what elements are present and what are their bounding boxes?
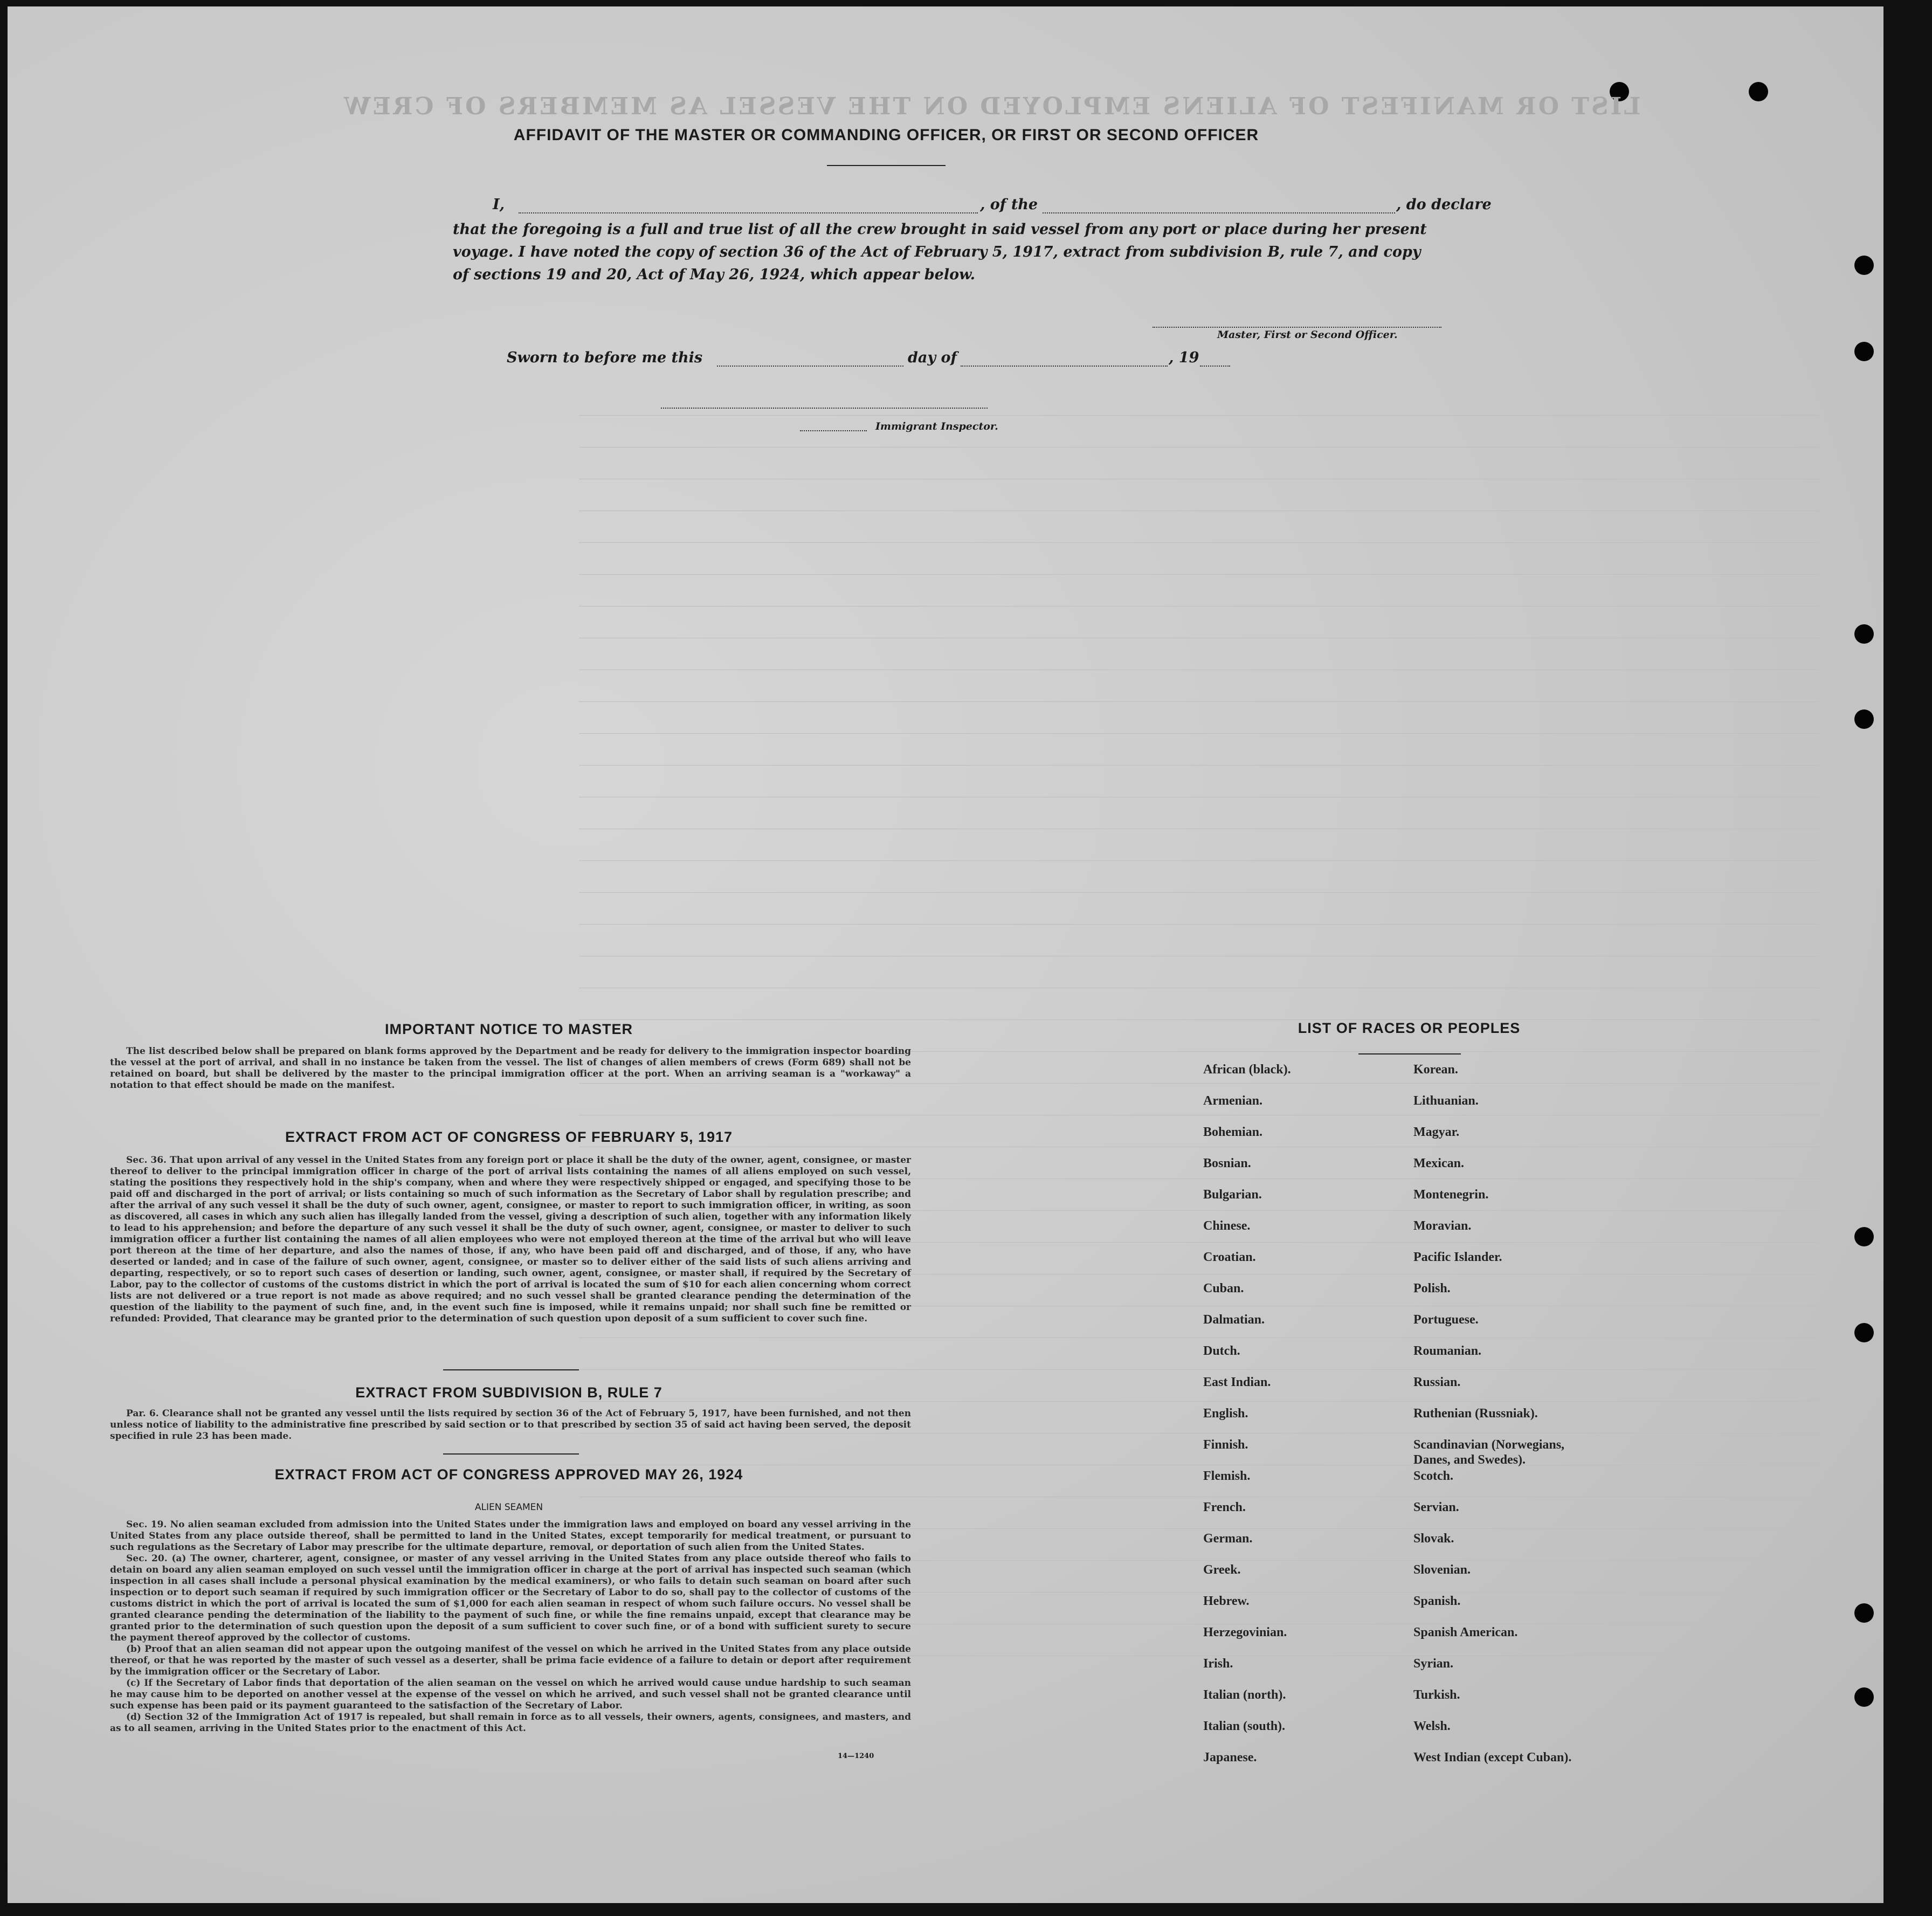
race-item: English. — [1203, 1407, 1248, 1421]
race-item: Hebrew. — [1203, 1594, 1250, 1608]
punch-hole — [1854, 256, 1874, 275]
race-item: Japanese. — [1203, 1750, 1257, 1765]
race-item: Flemish. — [1203, 1469, 1251, 1483]
affidavit-of-the: , of the — [980, 196, 1038, 213]
race-item: Servian. — [1413, 1500, 1459, 1514]
notice-title: IMPORTANT NOTICE TO MASTER — [385, 1021, 633, 1037]
race-item: Bosnian. — [1203, 1156, 1251, 1170]
race-item: Spanish American. — [1413, 1625, 1518, 1639]
extract-1924-title: EXTRACT FROM ACT OF CONGRESS APPROVED MAY 26, 1924 — [274, 1466, 743, 1483]
races-left-column — [1203, 1062, 1291, 1781]
race-item: Bohemian. — [1203, 1125, 1263, 1139]
race-item: Russian. — [1413, 1375, 1461, 1389]
race-item: Slovenian. — [1413, 1563, 1471, 1577]
sec-19-text: Sec. 19. No alien seaman excluded from admission into the United States under the immigration laws and employed on board any vessel arriving in the United States from any place outside thereof, shall be permitted to land in the United States, except temporarily for medical treatment, or pursuant to such regulations as the Secretary of Labor may prescribe for the ultimate departure, removal, or deportation of such alien from the United States. — [110, 1519, 911, 1553]
races-rule — [1358, 1053, 1461, 1055]
race-item: Finnish. — [1203, 1438, 1248, 1452]
race-item: Polish. — [1413, 1281, 1451, 1295]
race-item: Syrian. — [1413, 1657, 1454, 1671]
races-right-column — [1413, 1062, 1571, 1781]
section-rule — [443, 1453, 579, 1455]
race-item: East Indian. — [1203, 1375, 1271, 1389]
race-item: Mexican. — [1413, 1156, 1464, 1170]
race-item: Italian (north). — [1203, 1688, 1286, 1702]
inspector-label: Immigrant Inspector. — [875, 421, 998, 432]
affidavit-do-declare: , do declare — [1396, 196, 1492, 213]
race-item: Korean. — [1413, 1063, 1458, 1077]
vessel-blank-line[interactable] — [1043, 212, 1395, 213]
race-item: Bulgarian. — [1203, 1188, 1262, 1202]
affidavit-title: AFFIDAVIT OF THE MASTER OR COMMANDING OFFICER, OR FIRST OR SECOND OFFICER — [513, 126, 1259, 144]
race-item: West Indian (except Cuban). — [1413, 1750, 1572, 1765]
punch-hole — [1854, 1323, 1874, 1342]
section-rule — [443, 1369, 579, 1370]
punch-hole — [1854, 1603, 1874, 1623]
sworn-year-line[interactable] — [1200, 366, 1230, 367]
race-item: Scandinavian (Norwegians, Danes, and Swedes). — [1413, 1438, 1565, 1467]
sec-20b-text: (b) Proof that an alien seaman did not appear upon the outgoing manifest of the vessel on which he arrived in the United States from any place outside thereof, or that he was reported by the master of such vessel as a deserter, shall be prima facie evidence of a failure to detain or deport after requirement by the immigration officer or the Secretary of Labor. — [110, 1644, 911, 1677]
race-item: Herzegovinian. — [1203, 1625, 1287, 1639]
name-blank-line[interactable] — [519, 212, 978, 213]
race-item: Roumanian. — [1413, 1344, 1482, 1358]
form-number: 14—1240 — [838, 1752, 874, 1760]
day-of-label: day of — [908, 349, 957, 366]
punch-hole — [1749, 82, 1768, 101]
rule-7-text: Par. 6. Clearance shall not be granted any vessel until the lists required by section 36 of the Act of February 5, 1917, have been furnished, and not then unless notice of liability to the administrative fine prescribed by said section or to that prescribed by section 35 of said act having been served, the deposit specified in rule 23 has been made. — [110, 1408, 911, 1442]
race-item: German. — [1203, 1532, 1253, 1546]
inspector-signature-line[interactable] — [661, 408, 988, 409]
sworn-day-line[interactable] — [717, 366, 903, 367]
affidavit-line-3: of sections 19 and 20, Act of May 26, 1924, which appear below. — [453, 266, 976, 283]
alien-seamen-subtitle: ALIEN SEAMEN — [474, 1502, 543, 1513]
punch-hole — [1854, 1687, 1874, 1707]
race-item: African (black). — [1203, 1063, 1291, 1077]
race-item: Irish. — [1203, 1657, 1233, 1671]
punch-hole — [1854, 1227, 1874, 1246]
race-item: Portuguese. — [1413, 1313, 1479, 1327]
races-title: LIST OF RACES OR PEOPLES — [1298, 1020, 1521, 1036]
race-item: Slovak. — [1413, 1532, 1454, 1546]
master-signature-line[interactable] — [1153, 327, 1441, 328]
affidavit-i: I, — [493, 196, 505, 213]
master-signature-label: Master, First or Second Officer. — [1217, 329, 1398, 341]
race-item: French. — [1203, 1500, 1246, 1514]
punch-hole — [1854, 342, 1874, 361]
extract-1917-title: EXTRACT FROM ACT OF CONGRESS OF FEBRUARY 5, 1917 — [285, 1129, 733, 1145]
sworn-label: Sworn to before me this — [507, 349, 703, 366]
year-label: , 19 — [1169, 349, 1199, 366]
race-item: Turkish. — [1413, 1688, 1460, 1702]
race-item: Chinese. — [1203, 1219, 1251, 1233]
race-item: Greek. — [1203, 1563, 1241, 1577]
race-item: Lithuanian. — [1413, 1094, 1479, 1108]
bleed-through-title: LIST OR MANIFEST OF ALIENS EMPLOYED ON THE VESSEL AS MEMBERS OF CREW — [342, 93, 1641, 120]
race-item: Moravian. — [1413, 1219, 1472, 1233]
title-rule — [827, 165, 946, 166]
sec-20a-text: Sec. 20. (a) The owner, charterer, agent, consignee, or master of any vessel arriving in the United States from any place outside thereof who fails to detain on board any alien seaman employed on such vessel until the immigration officer in charge at the port of arrival has inspected such seaman (which inspection in all cases shall include a personal physical examination by the medical examiners), or who fails to detain such seaman on board after such inspection or to deport such seaman if required by such immigration officer or the Secretary of Labor to do so, shall pay to the collector of customs of the customs district in which the port of arrival is located the sum of $1,000 for each alien seaman in respect of whom such failure occurs. No vessel shall be granted clearance pending the determination of the liability to the payment of such fine, or while the fine remains unpaid, except that clearance may be granted prior to the determination of such question upon the deposit of a sum sufficient to cover such fine, or of a bond with sufficient surety to secure the payment thereof approved by the collector of customs. — [110, 1553, 911, 1643]
document-page — [8, 6, 1883, 1903]
rule-7-title: EXTRACT FROM SUBDIVISION B, RULE 7 — [355, 1384, 663, 1401]
race-item: Dalmatian. — [1203, 1313, 1265, 1327]
punch-hole — [1854, 709, 1874, 729]
race-item: Scotch. — [1413, 1469, 1453, 1483]
affidavit-line-1: that the foregoing is a full and true list of all the crew brought in said vessel from any port or place during her present — [453, 221, 1427, 238]
extract-1924-body — [110, 1519, 911, 1734]
notice-text: The list described below shall be prepared on blank forms approved by the Department and be ready for delivery to the immigration inspector boarding the vessel at the port of arrival, and shall in no instance be taken from the vessel. The list of changes of alien members of crews (Form 689) shall not be retained on board, but shall be delivered by the master to the principal immigration officer at the port. When an arriving seaman is a "workaway" a notation to that effect should be made on the manifest. — [110, 1046, 911, 1091]
sec-20d-text: (d) Section 32 of the Immigration Act of 1917 is repealed, but shall remain in force as to all vessels, their owners, agents, consignees, and masters, and as to all seamen, arriving in the United States prior to the enactment of this Act. — [110, 1712, 911, 1734]
sworn-month-line[interactable] — [961, 366, 1168, 367]
race-item: Cuban. — [1203, 1281, 1244, 1295]
sec-20c-text: (c) If the Secretary of Labor finds that deportation of the alien seaman on the vessel on which he arrived would cause undue hardship to such seaman he may cause him to be deported on another vessel at the expense of the vessel on which he arrived, and such vessel shall not be granted clearance until such expense has been paid or its payment guaranteed to the satisfaction of the Secretary of Labor. — [110, 1678, 911, 1711]
race-item: Dutch. — [1203, 1344, 1240, 1358]
race-item: Italian (south). — [1203, 1719, 1286, 1733]
inspector-dots — [800, 430, 867, 431]
race-item: Spanish. — [1413, 1594, 1461, 1608]
race-item: Ruthenian (Russniak). — [1413, 1407, 1538, 1421]
race-item: Welsh. — [1413, 1719, 1451, 1733]
punch-hole — [1854, 624, 1874, 644]
race-item: Pacific Islander. — [1413, 1250, 1502, 1264]
race-item: Magyar. — [1413, 1125, 1460, 1139]
race-item: Croatian. — [1203, 1250, 1256, 1264]
race-item: Montenegrin. — [1413, 1188, 1489, 1202]
extract-1917-text: Sec. 36. That upon arrival of any vessel in the United States from any foreign port or place it shall be the duty of the owner, agent, consignee, or master thereof to deliver to the principal immigration officer in charge of the port of arrival lists containing the names of all aliens employed on such vessel, stating the positions they respectively hold in the ship's company, when and where they were respectively shipped or engaged, and specifying those to be paid off and discharged in the port of arrival; or lists containing so much of such information as the Secretary of Labor shall by regulation prescribe; and after the arrival of any such vessel it shall be the duty of such owner, agent, consignee, or master to report to such immigration officer, in writing, as soon as discovered, all cases in which any such alien has illegally landed from the vessel, giving a description of such alien, together with any information likely to lead to his apprehension; and before the departure of any such vessel it shall be the duty of such owner, agent, consignee, or master to deliver to such immigration officer a further list containing the names of all alien employees who were not employed thereon at the time of the arrival but who will leave port thereon at the time of her departure, and also the names of those, if any, who have been paid off and discharged, and of those, if any, who have deserted or landed; and in case of the failure of such owner, agent, consignee, or master so to deliver either of the said lists of such aliens arriving and departing, respectively, or so to report such cases of desertion or landing, such owner, agent, consignee, or master shall, if required by the Secretary of Labor, pay to the collector of customs of the customs district in which the port of arrival is located the sum of $10 for each alien concerning whom correct lists are not delivered or a true report is not made as above required; and no such vessel shall be granted clearance pending the determination of the question of the liability to the payment of such fine, and, in the event such fine is imposed, while it remains unpaid; nor shall such fine be remitted or refunded: Provided, That clearance may be granted prior to the determination of such question upon deposit of a sum sufficient to cover such fine. — [110, 1155, 911, 1324]
affidavit-line-2: voyage. I have noted the copy of section 36 of the Act of February 5, 1917, extract from subdivision B, rule 7, and copy — [453, 244, 1421, 260]
race-item: Armenian. — [1203, 1094, 1262, 1108]
